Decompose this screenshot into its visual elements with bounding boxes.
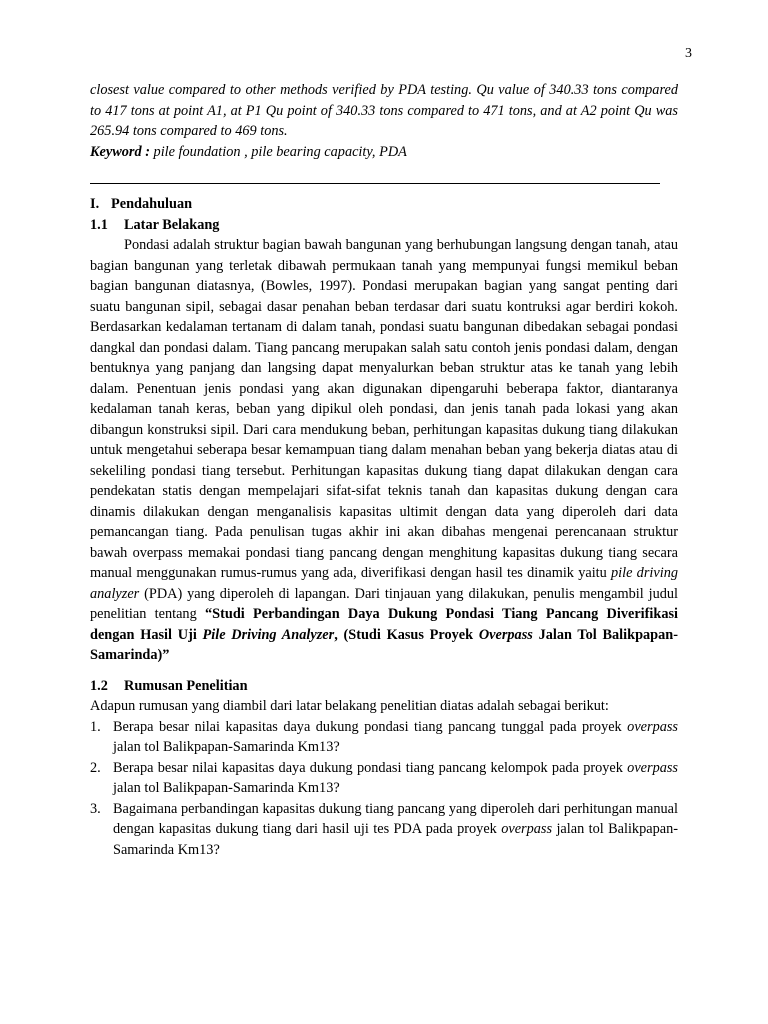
paragraph-text: Pondasi adalah struktur bagian bawah bangunan yang berhubungan langsung dengan tanah, atau bagian bangunan yang terletak dibawah permukaan tanah yang mempunyai fungsi memikul beban bagian bangunan diatasnya, (Bowles, 1997). Pondasi merupakan bagian yang sangat penting dari suatu bangunan sipil, sebagai dasar penahan beban terdasar dari suatu kontruksi agar berdiri kokoh. Berdasarkan kedalaman tertanam di dalam tanah, pondasi suatu bangunan dibedakan sebagai pondasi dangkal dan pondasi dalam. Tiang pancang merupakan salah satu contoh jenis pondasi dalam, dengan bentuknya yang panjang dan langsing dapat menyalurkan beban struktur atas ke tanah yang lebih dalam. Penentuan jenis pondasi yang akan digunakan dipengaruhi beberapa faktor, diantaranya kedalaman tanah keras, beban yang dipikul oleh pondasi, dan jenis tanah pada lokasi yang akan dibangun konstruksi sipil. Dari cara mendukung beban, perhitungan kapasitas dukung tiang dilakukan untuk mengetahui seberapa besar kemampuan tiang dalam menahan beban yang bekerja diatas atau di sekeliling pondasi tiang tersebut. Perhitungan kapasitas dukung tiang dapat dilakukan dengan cara pendekatan statis dengan mempelajari sifat-sifat teknis tanah dan kapasitas dukung dengan cara dinamis dilakukan dengan menganalisis kapasitas ultimit dengan data yang diperoleh dari data pemancangan tiang. Pada penulisan tugas akhir ini akan dibahas mengenai perencanaan struktur bawah overpass memakai pondasi tiang pancang dengan menghitung kapasitas dukung tiang secara manual menggunakan rumus-rumus yang ada, diverifikasi dengan hasil tes dinamik yaitu bbox=[90, 237, 678, 581]
list-number: 1. bbox=[90, 718, 101, 735]
list-text: Berapa besar nilai kapasitas daya dukung pondasi tiang pancang kelompok pada proyek bbox=[113, 759, 628, 776]
pda-italic-term: pile driving analyzer bbox=[90, 565, 678, 602]
list-number: 3. bbox=[90, 800, 101, 817]
list-text: jalan tol Balikpapan-Samarinda Km13? bbox=[113, 780, 340, 796]
section-number: I. bbox=[90, 196, 100, 212]
list-item bbox=[90, 717, 678, 758]
keywords-line bbox=[90, 142, 678, 163]
research-title-part: , (Studi Kasus Proyek bbox=[334, 626, 479, 643]
research-questions-list bbox=[90, 717, 678, 861]
research-title-part: “Studi Perbandingan Daya Dukung Pondasi Tiang Pancang Diverifikasi dengan Hasil Uji bbox=[90, 606, 679, 643]
subsection-heading-1-1 bbox=[90, 215, 678, 236]
list-italic: overpass bbox=[627, 718, 678, 735]
list-item bbox=[90, 799, 678, 861]
keyword-label: Keyword : bbox=[90, 143, 150, 160]
list-text: Berapa besar nilai kapasitas daya dukung pondasi tiang pancang tunggal pada proyek bbox=[113, 718, 628, 735]
research-title-italic: Overpass bbox=[478, 626, 533, 643]
list-text: jalan tol Balikpapan-Samarinda Km13? bbox=[113, 821, 678, 858]
subsection-title: Latar Belakang bbox=[124, 216, 220, 233]
subsection-number: 1.1 bbox=[90, 216, 108, 233]
paragraph-text-mid: (PDA) yang diperoleh di lapangan. Dari tinjauan yang dilakukan, penulis mengambil judul penelitian tentang bbox=[90, 585, 678, 622]
section-title: Pendahuluan bbox=[111, 196, 193, 212]
page-number: 3 bbox=[685, 46, 692, 61]
main-body bbox=[90, 194, 678, 860]
list-text: Bagaimana perbandingan kapasitas dukung tiang pancang yang diperoleh dari perhitungan manual dengan kapasitas dukung tiang dari hasil uji tes PDA pada proyek bbox=[113, 800, 678, 837]
list-italic: overpass bbox=[501, 821, 553, 837]
subsection-heading-1-2 bbox=[90, 676, 678, 697]
abstract-continuation bbox=[90, 80, 678, 162]
section-heading-1 bbox=[90, 194, 678, 215]
list-text: jalan tol Balikpapan-Samarinda Km13? bbox=[113, 739, 340, 755]
list-item bbox=[90, 758, 678, 799]
research-intro: Adapun rumusan yang diambil dari latar belakang penelitian diatas adalah sebagai berikut: bbox=[90, 698, 609, 714]
research-title-italic: Pile Driving Analyzer bbox=[202, 626, 335, 643]
research-title-part: Jalan Tol Balikpapan-Samarinda)” bbox=[90, 626, 678, 663]
list-number: 2. bbox=[90, 759, 101, 776]
horizontal-divider bbox=[90, 183, 660, 184]
keyword-text: pile foundation , pile bearing capacity, PDA bbox=[149, 143, 407, 160]
background-paragraph bbox=[90, 235, 678, 666]
subsection-number: 1.2 bbox=[90, 677, 108, 694]
subsection-title: Rumusan Penelitian bbox=[124, 677, 248, 694]
list-italic: overpass bbox=[627, 759, 678, 776]
abstract-text: closest value compared to other methods verified by PDA testing. Qu value of 340.33 tons compared to 417 tons at point A1, at P1 Qu point of 340.33 tons compared to 471 tons, and at A2 point Qu was 265.94 tons compared to 469 tons. bbox=[90, 82, 678, 139]
